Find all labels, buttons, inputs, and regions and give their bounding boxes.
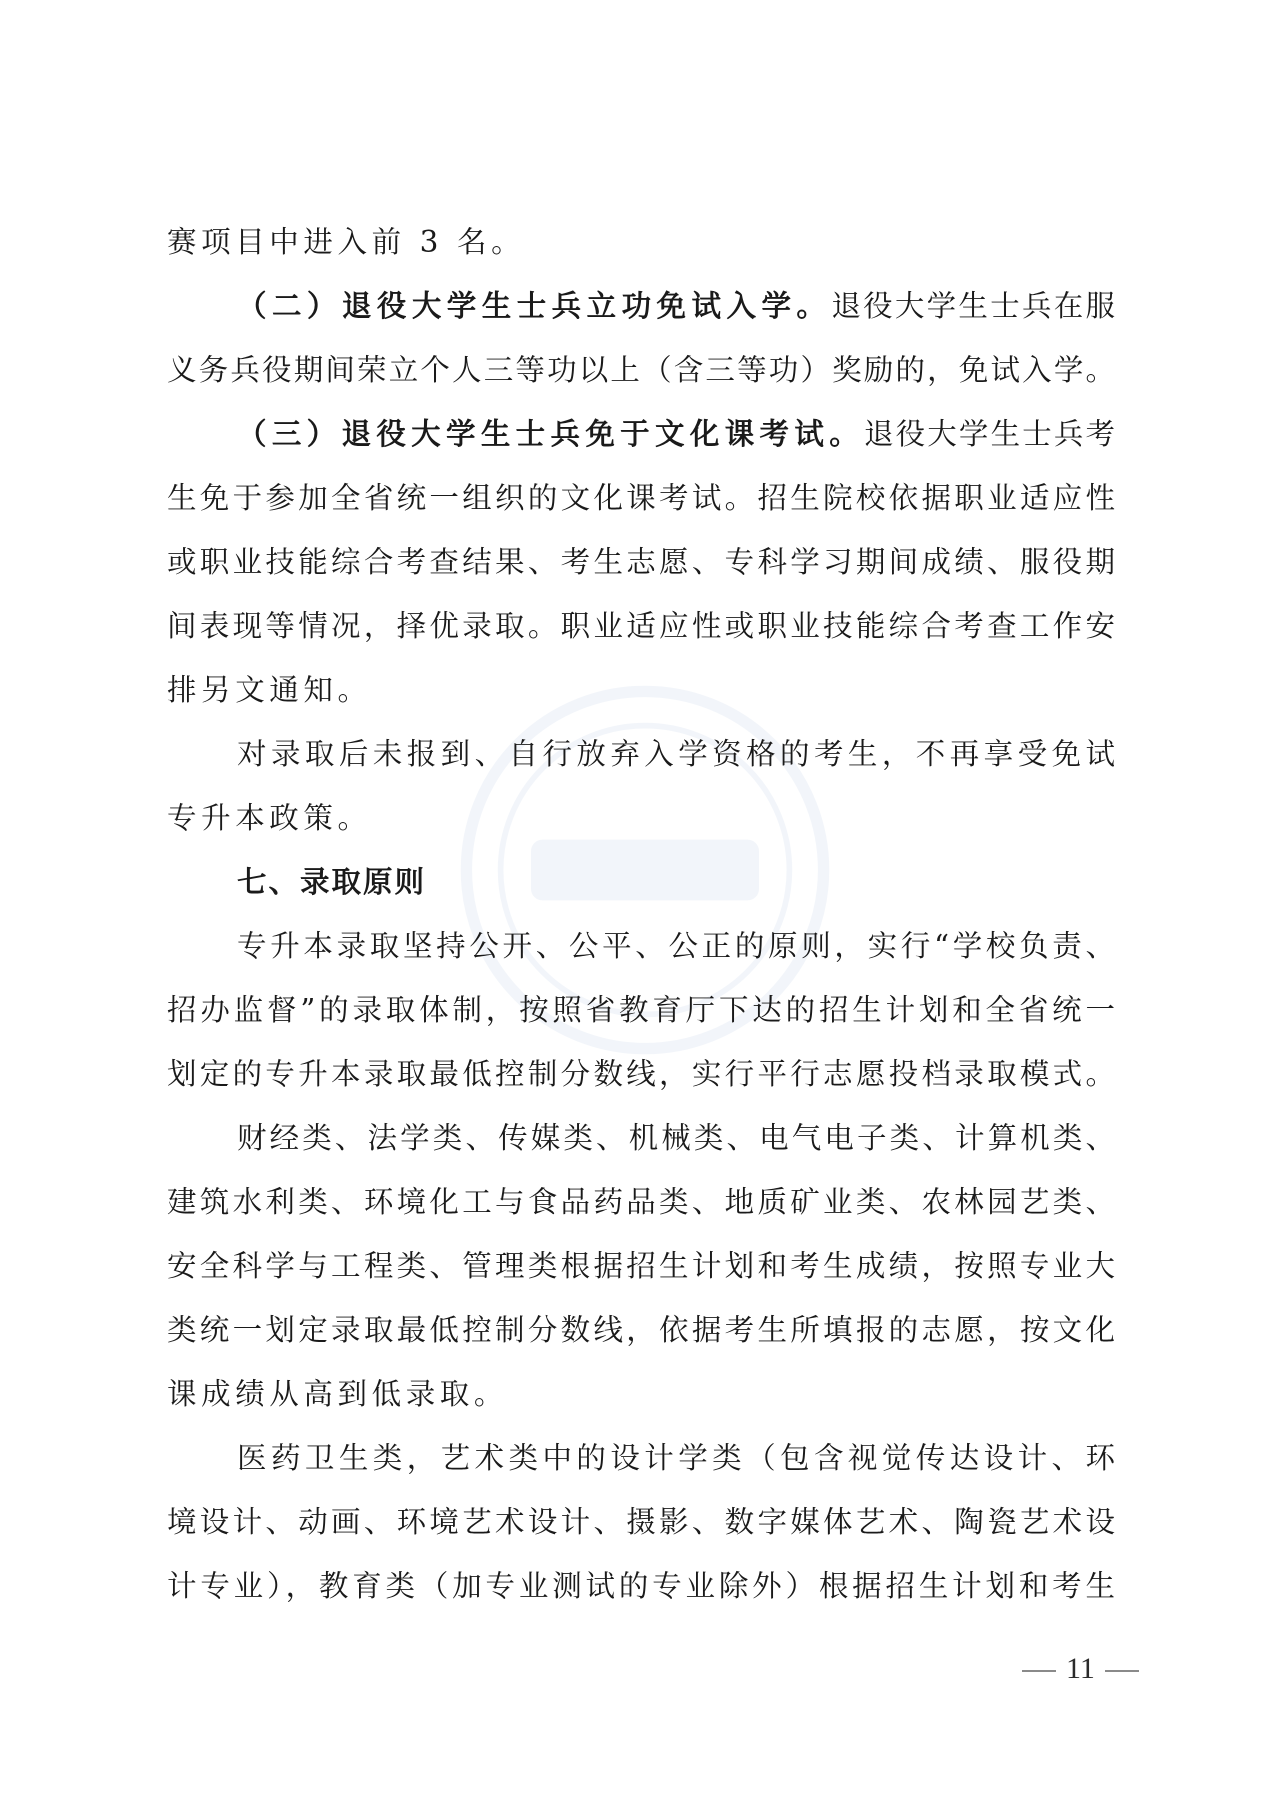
text-line [167, 274, 1115, 338]
section-heading: 七、录取原则 [237, 865, 427, 899]
text-line [167, 1298, 1115, 1362]
text-line [167, 1234, 1115, 1298]
text-line [167, 466, 1115, 530]
text-line [167, 402, 1115, 466]
page-number-right-dash [1105, 1670, 1139, 1672]
page-number-left-dash [1022, 1670, 1056, 1672]
line-text: 义务兵役期间荣立个人三等功以上（含三等功）奖励的，免试入学。 [167, 353, 1115, 387]
line-text: 专升本政策。 [167, 801, 372, 835]
text-line [167, 722, 1115, 786]
document-body [167, 210, 1115, 1618]
line-text: 安全科学与工程类、管理类根据招生计划和考生成绩，按照专业大 [167, 1249, 1115, 1283]
line-text: 或职业技能综合考查结果、考生志愿、专科学习期间成绩、服役期 [167, 545, 1115, 579]
page-number-value: 11 [1066, 1652, 1095, 1685]
text-line [167, 914, 1115, 978]
paragraph-lead: （二）退役大学生士兵立功免试入学。 [237, 289, 832, 323]
line-text: 对录取后未报到、自行放弃入学资格的考生，不再享受免试 [237, 737, 1115, 771]
text-line [167, 1554, 1115, 1618]
page-number [1012, 1652, 1149, 1686]
text-line [167, 1106, 1115, 1170]
paragraph-lead: （三）退役大学生士兵免于文化课考试。 [237, 417, 865, 451]
line-text: 生免于参加全省统一组织的文化课考试。招生院校依据职业适应性 [167, 481, 1115, 515]
text-line [167, 1426, 1115, 1490]
line-text: 间表现等情况，择优录取。职业适应性或职业技能综合考查工作安 [167, 609, 1115, 643]
text-line [167, 658, 1115, 722]
line-text: 建筑水利类、环境化工与食品药品类、地质矿业类、农林园艺类、 [167, 1185, 1115, 1219]
line-text: 类统一划定录取最低控制分数线，依据考生所填报的志愿，按文化 [167, 1313, 1115, 1347]
text-line [167, 594, 1115, 658]
line-text: 赛项目中进入前 3 名。 [167, 225, 526, 259]
text-line [167, 978, 1115, 1042]
line-text: 排另文通知。 [167, 673, 372, 707]
text-line [167, 786, 1115, 850]
line-text: 财经类、法学类、传媒类、机械类、电气电子类、计算机类、 [237, 1121, 1115, 1155]
text-line [167, 210, 1115, 274]
line-text: 专升本录取坚持公开、公平、公正的原则，实行“学校负责、 [237, 929, 1115, 963]
line-text: 招办监督”的录取体制，按照省教育厅下达的招生计划和全省统一 [167, 993, 1115, 1027]
line-text: 退役大学生士兵考 [864, 417, 1115, 451]
line-text: 课成绩从高到低录取。 [167, 1377, 509, 1411]
text-line [167, 1362, 1115, 1426]
line-text: 划定的专升本录取最低控制分数线，实行平行志愿投档录取模式。 [167, 1057, 1115, 1091]
text-line [167, 1490, 1115, 1554]
line-text: 计专业），教育类（加专业测试的专业除外）根据招生计划和考生 [167, 1569, 1115, 1603]
line-text: 医药卫生类，艺术类中的设计学类（包含视觉传达设计、环 [237, 1441, 1115, 1475]
text-line [167, 530, 1115, 594]
text-line [167, 1170, 1115, 1234]
text-line [167, 850, 1115, 914]
line-text: 退役大学生士兵在服 [831, 289, 1115, 323]
text-line [167, 1042, 1115, 1106]
line-text: 境设计、动画、环境艺术设计、摄影、数字媒体艺术、陶瓷艺术设 [167, 1505, 1115, 1539]
text-line [167, 338, 1115, 402]
